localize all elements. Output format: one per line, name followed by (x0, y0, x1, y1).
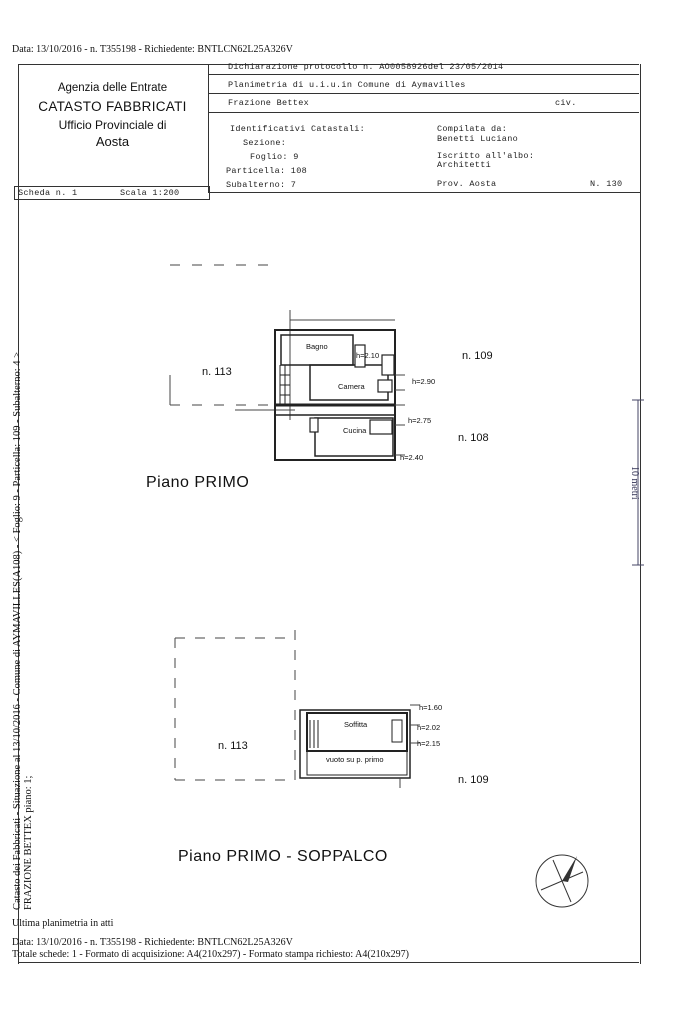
scheda-label: Scheda n. 1 (18, 188, 78, 198)
north-compass-icon (533, 852, 591, 910)
plan2-height-1: h=1.60 (419, 703, 443, 712)
scale-label: 10 metri (629, 466, 640, 500)
footer-rule (18, 962, 639, 963)
numero-albo: N. 130 (590, 179, 623, 189)
footer-totale: Totale schede: 1 - Formato di acquisizione: A4(210x297) - Formato stampa richiesto: A4(210x297) (12, 949, 409, 960)
plan-soppalco-drawing (170, 630, 450, 790)
foglio-label: Foglio: 9 (250, 152, 299, 162)
dichiarazione: Dichiarazione protocollo n. AO0058926del 23/05/2014 (228, 62, 504, 72)
plan2-neighbor-109: n. 109 (458, 774, 489, 786)
footer-data: Data: 13/10/2016 - n. T355198 - Richiedente: BNTLCN62L25A326V (12, 937, 293, 948)
tecnico-name: Benetti Luciano (437, 134, 519, 144)
room-bagno: Bagno (306, 342, 328, 351)
plan2-height-3: h=2.15 (417, 739, 441, 748)
plan1-neighbor-109: n. 109 (462, 350, 493, 362)
scala-label: Scala 1:200 (120, 188, 180, 198)
plan2-neighbor-113: n. 113 (218, 740, 248, 752)
provincia-label: Prov. Aosta (437, 179, 497, 189)
agency-name: Agenzia delle Entrate (57, 82, 168, 94)
planimetria-comune: Planimetria di u.i.u.in Comune di Aymavilles (228, 80, 466, 90)
catasto-title: CATASTO FABBRICATI (38, 99, 187, 114)
room-camera: Camera (338, 382, 365, 391)
iscritto-label: Iscritto all'albo: (437, 151, 535, 161)
room-vuoto: vuoto su p. primo (326, 755, 384, 764)
side-cadastral-text (12, 352, 34, 910)
plan2-height-2: h=2.02 (417, 723, 441, 732)
civico: civ. (555, 98, 577, 108)
side-text-line-1: Catasto dei Fabbricati - Situazione al 13/10/2016 - Comune di AYMAVILLES(A108) - < Foglio: 9 - Particella: 109 - Subalterno: 4 > (12, 351, 23, 910)
frazione: Frazione Bettex (228, 98, 310, 108)
header-rule-2 (208, 93, 639, 94)
header-request-line: Data: 13/10/2016 - n. T355198 - Richiedente: BNTLCN62L25A326V (12, 44, 293, 55)
plan1-height-3: h=2.75 (408, 416, 432, 425)
ufficio-city: Aosta (95, 134, 130, 149)
room-cucina: Cucina (343, 426, 367, 435)
identificativi-label: Identificativi Catastali: (230, 124, 366, 134)
plan1-height-4: h=2.40 (400, 453, 424, 462)
side-text-line-2: FRAZIONE BETTEX piano: 1; (23, 775, 34, 910)
room-soffitta: Soffitta (344, 720, 368, 729)
plan2-title: Piano PRIMO - SOPPALCO (178, 848, 388, 865)
plan1-height-1: h=2.10 (356, 351, 380, 360)
subalterno-label: Subalterno: 7 (226, 180, 297, 190)
plan1-height-2: h=2.90 (412, 377, 436, 386)
ufficio-label: Ufficio Provinciale di (58, 118, 167, 132)
plan1-neighbor-113: n. 113 (202, 366, 232, 378)
plan1-title: Piano PRIMO (146, 474, 250, 491)
particella-label: Particella: 108 (226, 166, 308, 176)
footer-ultima: Ultima planimetria in atti (12, 918, 114, 929)
header-rule-1 (208, 74, 639, 75)
compilata-label: Compilata da: (437, 124, 508, 134)
header-rule-3 (208, 112, 639, 113)
sezione-label: Sezione: (243, 138, 287, 148)
plan-primo-drawing (160, 255, 460, 470)
albo-name: Architetti (437, 160, 492, 170)
plan1-neighbor-108: n. 108 (458, 432, 489, 444)
